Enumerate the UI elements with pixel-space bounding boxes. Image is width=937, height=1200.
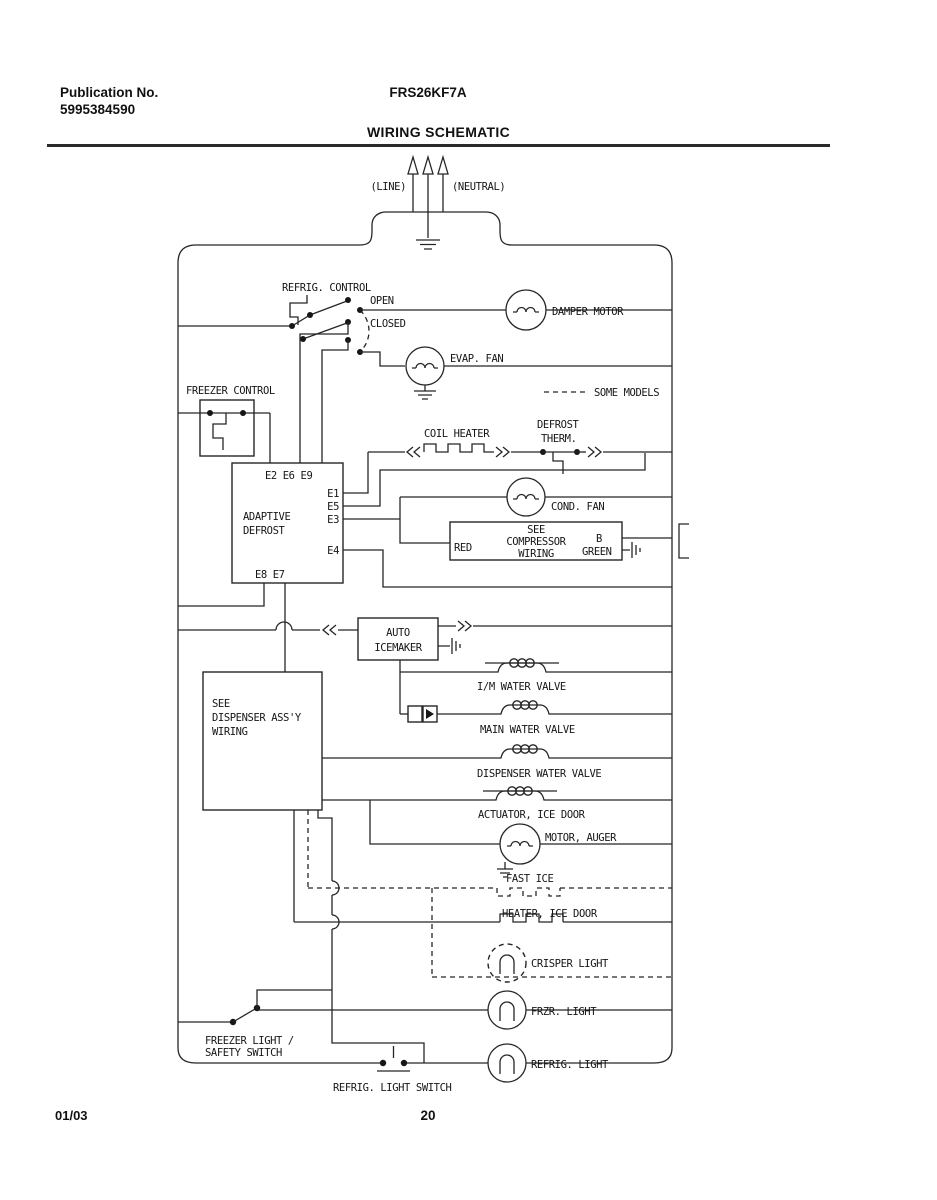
page-title: WIRING SCHEMATIC <box>367 124 510 140</box>
footer-page-number: 20 <box>420 1108 436 1123</box>
terminal-dot <box>401 1060 407 1066</box>
terminal-e1-label: E1 <box>327 488 339 500</box>
terminal-dot <box>207 410 213 416</box>
damper-motor-label: DAMPER MOTOR <box>552 306 624 318</box>
border-top <box>178 212 672 263</box>
green-ground-icon <box>622 542 640 558</box>
see-compressor-label-1: SEE <box>527 524 545 536</box>
closed-label: CLOSED <box>370 318 406 330</box>
inline-connector-icon <box>408 706 422 722</box>
connector-right-icon <box>588 447 601 457</box>
model-number: FRS26KF7A <box>389 85 467 100</box>
wire-segment <box>370 800 500 844</box>
adaptive-defrost-label-1: ADAPTIVE <box>243 511 291 523</box>
green-label: GREEN <box>582 546 612 558</box>
fast-ice-label: FAST ICE <box>506 873 554 885</box>
see-dispenser-label-3: WIRING <box>212 726 248 738</box>
publication-label: Publication No. <box>60 85 159 100</box>
ice-door-circuits <box>294 810 672 1063</box>
defrost-therm-label-2: THERM. <box>541 433 577 445</box>
line-arrow-icon <box>408 157 418 174</box>
connector-right-icon <box>458 621 471 631</box>
freezer-control-circuit <box>178 385 275 463</box>
evap-fan-label: EVAP. FAN <box>450 353 504 365</box>
defrost-heater-circuit <box>368 419 672 474</box>
wire-hop <box>276 622 292 630</box>
switch-blade <box>292 301 347 326</box>
connector-right-icon <box>496 447 509 457</box>
defrost-therm-sensor <box>553 452 563 474</box>
ground-icon <box>416 240 440 249</box>
frzr-light-label: FRZR. LIGHT <box>531 1006 597 1018</box>
neutral-label: (NEUTRAL) <box>452 181 506 193</box>
connector-left-icon <box>323 625 336 635</box>
freezer-light-safety-label-1: FREEZER LIGHT / <box>205 1035 294 1047</box>
im-water-valve-label: I/M WATER VALVE <box>477 681 566 693</box>
refrig-light-icon <box>488 1044 526 1082</box>
im-water-valve-icon <box>485 659 559 672</box>
fast-ice-heater-icon <box>497 888 560 896</box>
terminal-e5-label: E5 <box>327 501 339 513</box>
wire-segment <box>322 340 348 463</box>
refrig-control-sensor <box>290 295 307 325</box>
compressor-circuit <box>400 478 689 560</box>
terminal-dot <box>380 1060 386 1066</box>
icemaker-ground-icon <box>438 638 460 654</box>
ground-lines <box>416 240 440 249</box>
dispenser-water-valve-label: DISPENSER WATER VALVE <box>477 768 602 780</box>
terminals-bottom-label: E8 E7 <box>255 569 285 581</box>
actuator-ice-door-icon <box>483 787 557 800</box>
auto-icemaker-label-1: AUTO <box>386 627 410 639</box>
ground-arrow-icon <box>423 157 433 174</box>
see-dispenser-label-2: DISPENSER ASS'Y <box>212 712 301 724</box>
b-label: B <box>596 533 602 545</box>
connector-arrow <box>426 709 434 719</box>
freezer-control-sensor <box>213 413 226 450</box>
wire-segment <box>360 352 405 366</box>
wire-e1 <box>343 452 368 493</box>
motor-auger-label: MOTOR, AUGER <box>545 832 617 844</box>
footer-date: 01/03 <box>55 1108 88 1123</box>
dispenser-assembly <box>203 672 322 810</box>
wire-segment <box>318 810 332 881</box>
connector-bracket-icon <box>679 524 689 558</box>
see-compressor-label-3: WIRING <box>518 548 554 560</box>
defrost-therm-label-1: DEFROST <box>537 419 579 431</box>
main-water-valve-label: MAIN WATER VALVE <box>480 724 575 736</box>
wire-e5 <box>343 453 645 506</box>
terminal-dot <box>289 323 295 329</box>
dispenser-box <box>203 672 322 810</box>
power-entry <box>370 157 505 249</box>
connector-left-icon <box>407 447 420 457</box>
coil-heater-label: COIL HEATER <box>424 428 490 440</box>
actuator-ice-door-label: ACTUATOR, ICE DOOR <box>478 809 585 821</box>
wire-segment <box>400 497 450 543</box>
lamp-filament-icon <box>500 955 514 974</box>
open-label: OPEN <box>370 295 394 307</box>
water-valve-circuits <box>322 659 672 821</box>
frzr-light-icon <box>488 991 526 1029</box>
see-dispenser-label-1: SEE <box>212 698 230 710</box>
switch-gang-link <box>360 310 369 352</box>
publication-number: 5995384590 <box>60 102 136 117</box>
terminal-dot <box>300 336 306 342</box>
coil-heater-icon <box>424 444 494 452</box>
refrig-light-switch-icon <box>377 1046 410 1071</box>
main-water-valve-icon <box>493 701 557 714</box>
cond-fan-label: COND. FAN <box>551 501 605 513</box>
terminal-dot <box>240 410 246 416</box>
wire-e8 <box>178 583 264 606</box>
red-label: RED <box>454 542 472 554</box>
terminal-dot <box>307 312 313 318</box>
refrig-control-label: REFRIG. CONTROL <box>282 282 371 294</box>
freezer-light-safety-label-2: SAFETY SWITCH <box>205 1047 282 1059</box>
freezer-control-label: FREEZER CONTROL <box>186 385 275 397</box>
terminal-e4-label: E4 <box>327 545 339 557</box>
neutral-arrow-icon <box>438 157 448 174</box>
wire-segment <box>300 322 348 463</box>
wire-segment <box>257 990 332 1008</box>
switch-blade <box>233 1009 255 1022</box>
crisper-light-icon <box>488 944 526 982</box>
terminal-dot <box>345 297 351 303</box>
adaptive-defrost-label-2: DEFROST <box>243 525 285 537</box>
switch-blade <box>303 323 347 339</box>
freezer-control-box <box>200 400 254 456</box>
wire-segment <box>332 929 424 1063</box>
some-models-label: SOME MODELS <box>594 387 660 399</box>
see-compressor-label-2: COMPRESSOR <box>506 536 566 548</box>
crisper-light-label: CRISPER LIGHT <box>531 958 608 970</box>
ground-icon <box>414 385 436 399</box>
refrig-light-label: REFRIG. LIGHT <box>531 1059 608 1071</box>
terminals-top-label: E2 E6 E9 <box>265 470 313 482</box>
auto-icemaker-label-2: ICEMAKER <box>374 642 422 654</box>
heater-ice-door-label: HEATER, ICE DOOR <box>502 908 597 920</box>
line-label: (LINE) <box>370 181 406 193</box>
dispenser-water-valve-icon <box>493 745 557 758</box>
refrig-light-switch-label: REFRIG. LIGHT SWITCH <box>333 1082 452 1094</box>
terminal-e3-label: E3 <box>327 514 339 526</box>
